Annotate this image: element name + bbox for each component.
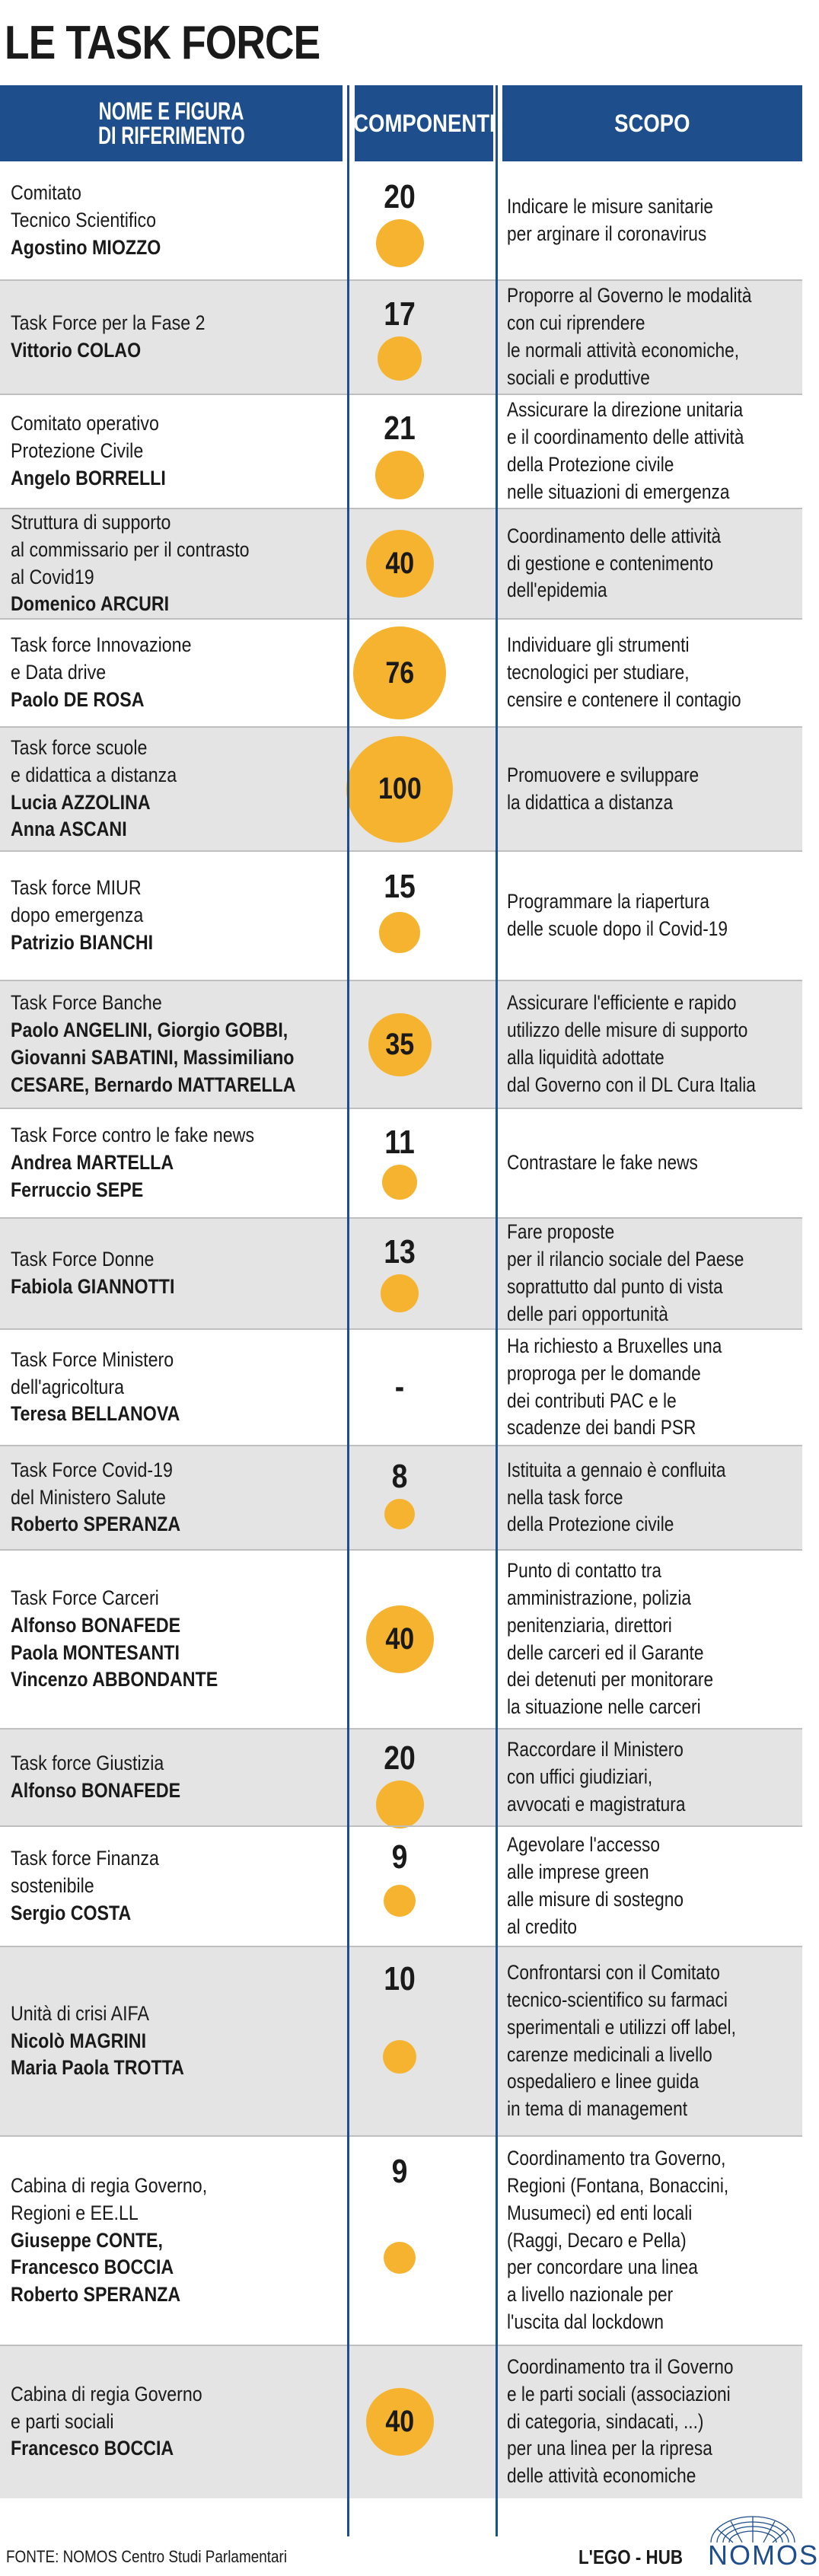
table-row — [0, 851, 802, 980]
task-force-name: Task Force contro le fake news — [11, 1124, 255, 1147]
scope-cell — [507, 394, 799, 509]
page-title: LE TASK FORCE — [5, 17, 320, 69]
task-force-name: dell'agricoltura — [11, 1375, 124, 1398]
scope-text: Regioni (Fontana, Bonaccini, — [507, 2173, 729, 2197]
scope-text: carenze medicinali a livello — [507, 2042, 712, 2066]
scope-text: delle attività economiche — [507, 2464, 696, 2488]
scope-text: Agevolare l'accesso — [507, 1833, 661, 1857]
scope-text: alla liquidità adottate — [507, 1046, 664, 1069]
task-force-name-cell — [11, 1550, 346, 1729]
scope-text: la situazione nelle carceri — [507, 1695, 701, 1719]
component-count: 40 — [385, 2405, 414, 2438]
scope-text: tecnologici per studiare, — [507, 661, 690, 684]
component-count: 20 — [384, 178, 416, 215]
reference-person: Anna ASCANI — [11, 818, 127, 841]
reference-person: Paola MONTESANTI — [11, 1640, 180, 1664]
component-count: - — [394, 1367, 405, 1405]
row-divider — [0, 2135, 802, 2137]
column-divider-1 — [347, 85, 349, 2536]
component-count-bubble — [376, 1781, 424, 1828]
scope-text: nelle situazioni di emergenza — [507, 480, 730, 503]
task-force-name-cell — [11, 1729, 346, 1826]
scope-cell — [507, 1550, 799, 1729]
component-count: 9 — [391, 1838, 408, 1876]
scope-text: Istituita a gennaio è confluita — [507, 1458, 726, 1481]
brand-label: L'EGO - HUB — [578, 2546, 683, 2568]
scope-cell — [507, 280, 799, 394]
reference-person: Maria Paola TROTTA — [11, 2056, 184, 2080]
scope-text: Coordinamento tra Governo, — [507, 2146, 726, 2170]
scope-text: Programmare la riapertura — [507, 890, 709, 913]
component-count: 9 — [391, 2153, 408, 2190]
component-count: 40 — [385, 547, 414, 580]
component-count: 13 — [384, 1233, 416, 1270]
row-divider — [0, 2345, 802, 2346]
scope-text: per concordare una linea — [507, 2256, 698, 2279]
task-force-name-cell — [11, 1108, 346, 1218]
scope-text: soprattutto dal punto di vista — [507, 1275, 723, 1298]
scope-text: Fare proposte — [507, 1220, 615, 1244]
components-cell — [352, 1826, 448, 1946]
components-cell — [352, 161, 448, 280]
components-cell — [352, 1946, 448, 2136]
task-force-name-cell — [11, 280, 346, 394]
task-force-name: e didattica a distanza — [11, 763, 177, 786]
task-force-name-cell — [11, 2345, 346, 2498]
reference-person: Patrizio BIANCHI — [11, 930, 154, 954]
scope-text: e il coordinamento delle attività — [507, 426, 744, 449]
table-row — [0, 1550, 802, 1729]
scope-text: Contrastare le fake news — [507, 1151, 698, 1175]
task-force-name-cell — [11, 2136, 346, 2345]
task-force-name: Regioni e EE.LL — [11, 2201, 139, 2224]
scope-text: scadenze dei bandi PSR — [507, 1416, 696, 1439]
task-force-name: Comitato operativo — [11, 412, 159, 435]
scope-text: delle scuole dopo il Covid-19 — [507, 917, 728, 940]
components-cell — [352, 2345, 448, 2498]
scope-cell — [507, 619, 799, 727]
reference-person: Ferruccio SEPE — [11, 1178, 144, 1201]
component-count-bubble — [353, 626, 446, 719]
scope-text: della Protezione civile — [507, 1513, 674, 1536]
reference-person: Paolo ANGELINI, Giorgio GOBBI, — [11, 1019, 288, 1042]
scope-text: le normali attività economiche, — [507, 339, 740, 362]
table-row — [0, 509, 802, 619]
task-force-name-cell — [11, 1446, 346, 1550]
scope-text: al credito — [507, 1914, 578, 1938]
scope-text: e le parti sociali (associazioni — [507, 2382, 731, 2405]
scope-text: sociali e produttive — [507, 365, 650, 389]
task-force-name: Task Force Carceri — [11, 1586, 159, 1609]
reference-person: Lucia AZZOLINA — [11, 790, 151, 814]
component-count: 8 — [391, 1458, 408, 1495]
scope-cell — [507, 727, 799, 851]
scope-text: dei detenuti per monitorare — [507, 1668, 714, 1691]
header-components: COMPONENTI — [355, 85, 493, 161]
scope-text: alle misure di sostegno — [507, 1888, 684, 1911]
scope-text: con uffici giudiziari, — [507, 1765, 653, 1789]
task-force-name-cell — [11, 980, 346, 1108]
component-count: 10 — [384, 1960, 416, 1997]
scope-text: amministrazione, polizia — [507, 1586, 692, 1609]
task-force-name: Cabina di regia Governo, — [11, 2173, 208, 2197]
row-divider — [0, 1328, 802, 1330]
components-cell — [352, 851, 448, 980]
components-cell — [352, 980, 448, 1108]
component-count-bubble — [384, 1885, 416, 1917]
scope-cell — [507, 1446, 799, 1550]
header-scope: SCOPO — [502, 85, 802, 161]
source-note: FONTE: NOMOS Centro Studi Parlamentari — [6, 2547, 288, 2566]
reference-person: Teresa BELLANOVA — [11, 1402, 180, 1426]
scope-text: Ha richiesto a Bruxelles una — [507, 1334, 722, 1357]
scope-text: a livello nazionale per — [507, 2283, 674, 2307]
task-force-name: al commissario per il contrasto — [11, 537, 250, 561]
task-force-name: Task force Giustizia — [11, 1752, 164, 1775]
task-force-name: Task Force Donne — [11, 1248, 155, 1271]
component-count: 15 — [384, 868, 416, 905]
components-cell — [352, 1550, 448, 1729]
reference-person: Fabiola GIANNOTTI — [11, 1275, 175, 1298]
components-cell — [352, 394, 448, 509]
nomos-logo-text: NOMOS — [708, 2539, 819, 2571]
task-force-name-cell — [11, 509, 346, 619]
task-force-name-cell — [11, 1218, 346, 1329]
table-row — [0, 619, 802, 727]
task-force-name: Cabina di regia Governo — [11, 2382, 202, 2405]
scope-text: per una linea per la ripresa — [507, 2437, 712, 2460]
task-force-name: sostenibile — [11, 1874, 94, 1898]
reference-person: Francesco BOCCIA — [11, 2437, 174, 2460]
scope-text: Assicurare l'efficiente e rapido — [507, 991, 737, 1015]
scope-text: di categoria, sindacati, ...) — [507, 2409, 704, 2433]
reference-person: Agostino MIOZZO — [11, 235, 161, 259]
task-force-name-cell — [11, 1329, 346, 1446]
components-cell — [352, 509, 448, 619]
reference-person: Roberto SPERANZA — [11, 1513, 181, 1536]
task-force-name: Tecnico Scientifico — [11, 209, 157, 232]
table-row — [0, 1446, 802, 1550]
component-count: 76 — [385, 655, 414, 690]
scope-cell — [507, 1108, 799, 1218]
scope-cell — [507, 851, 799, 980]
reference-person: Domenico ARCURI — [11, 592, 170, 616]
components-cell — [352, 619, 448, 727]
component-count-bubble — [375, 451, 424, 499]
task-force-name: e parti sociali — [11, 2409, 114, 2433]
task-force-name: Task Force per la Fase 2 — [11, 311, 206, 335]
task-force-name-cell — [11, 161, 346, 280]
scope-text: Raccordare il Ministero — [507, 1738, 684, 1761]
scope-text: in tema di management — [507, 2097, 688, 2121]
task-force-name: del Ministero Salute — [11, 1485, 166, 1509]
scope-cell — [507, 509, 799, 619]
scope-cell — [507, 980, 799, 1108]
table-row — [0, 394, 802, 509]
component-count-bubble — [378, 336, 422, 381]
scope-cell — [507, 2136, 799, 2345]
component-count-bubble — [376, 219, 424, 267]
row-divider — [0, 1108, 802, 1109]
scope-cell — [507, 1218, 799, 1329]
scope-text: l'uscita dal lockdown — [507, 2310, 664, 2334]
scope-text: della Protezione civile — [507, 453, 674, 476]
scope-text: ospedaliero e linee guida — [507, 2070, 699, 2093]
table-row — [0, 727, 802, 851]
task-force-name: Comitato — [11, 181, 81, 205]
scope-text: alle imprese green — [507, 1860, 649, 1884]
scope-cell — [507, 2345, 799, 2498]
component-count: 40 — [385, 1622, 414, 1656]
row-divider — [0, 1728, 802, 1730]
task-force-name: Protezione Civile — [11, 439, 144, 463]
table-row — [0, 1329, 802, 1446]
row-divider — [0, 850, 802, 852]
reference-person: Alfonso BONAFEDE — [11, 1613, 181, 1637]
task-force-name: dopo emergenza — [11, 904, 144, 927]
task-force-name: Task force scuole — [11, 735, 148, 759]
reference-person: Nicolò MAGRINI — [11, 2029, 147, 2052]
component-count: 21 — [384, 410, 416, 447]
row-divider — [0, 508, 802, 509]
row-divider — [0, 279, 802, 281]
scope-text: per il rilancio sociale del Paese — [507, 1248, 744, 1271]
scope-text: delle carceri ed il Garante — [507, 1640, 704, 1664]
row-divider — [0, 1549, 802, 1551]
reference-person: Paolo DE ROSA — [11, 687, 145, 711]
scope-text: nella task force — [507, 1485, 623, 1509]
scope-text: (Raggi, Decaro e Pella) — [507, 2228, 687, 2252]
component-count-bubble — [368, 1013, 432, 1076]
reference-person: Giuseppe CONTE, — [11, 2228, 163, 2252]
task-force-name: Task force MIUR — [11, 876, 142, 900]
scope-cell — [507, 1729, 799, 1826]
component-count-bubble — [382, 1165, 417, 1200]
components-cell — [352, 1329, 448, 1446]
scope-text: Promuovere e sviluppare — [507, 763, 699, 786]
row-divider — [0, 1217, 802, 1219]
scope-text: con cui riprendere — [507, 311, 645, 335]
reference-person: Vittorio COLAO — [11, 339, 142, 362]
scope-cell — [507, 161, 799, 280]
row-divider — [0, 618, 802, 620]
reference-person: Giovanni SABATINI, Massimiliano — [11, 1046, 295, 1069]
component-count-bubble — [381, 1274, 419, 1312]
scope-cell — [507, 1329, 799, 1446]
reference-person: Angelo BORRELLI — [11, 466, 166, 489]
task-force-name-cell — [11, 619, 346, 727]
table-row — [0, 1826, 802, 1946]
scope-text: per arginare il coronavirus — [507, 222, 707, 245]
scope-text: Coordinamento tra il Governo — [507, 2354, 734, 2378]
components-cell — [352, 280, 448, 394]
reference-person: CESARE, Bernardo MATTARELLA — [11, 1073, 296, 1096]
task-force-name: Task Force Covid-19 — [11, 1458, 173, 1481]
components-cell — [352, 2136, 448, 2345]
component-count-bubble — [346, 736, 453, 843]
task-force-name-cell — [11, 394, 346, 509]
task-force-name: Task force Finanza — [11, 1847, 159, 1870]
row-divider — [0, 1825, 802, 1827]
scope-text: Punto di contatto tra — [507, 1558, 661, 1582]
components-cell — [352, 1218, 448, 1329]
scope-text: penitenziaria, direttori — [507, 1613, 672, 1637]
reference-person: Vincenzo ABBONDANTE — [11, 1668, 218, 1691]
row-divider — [0, 1946, 802, 1947]
scope-text: di gestione e contenimento — [507, 551, 714, 575]
row-divider — [0, 394, 802, 395]
task-force-name: e Data drive — [11, 661, 107, 684]
scope-text: proproga per le domande — [507, 1361, 701, 1385]
table-row — [0, 1946, 802, 2136]
scope-text: sperimentali e utilizzi off label, — [507, 2015, 736, 2039]
table-row — [0, 1108, 802, 1218]
scope-text: dell'epidemia — [507, 579, 607, 602]
component-count-bubble — [366, 1605, 434, 1673]
components-cell — [352, 1729, 448, 1826]
table-row — [0, 1729, 802, 1826]
task-force-name: Struttura di supporto — [11, 510, 171, 534]
reference-person: Andrea MARTELLA — [11, 1151, 174, 1175]
header-name-line-2: DI RIFERIMENTO — [97, 122, 245, 149]
reference-person: Sergio COSTA — [11, 1901, 132, 1924]
component-count: 17 — [384, 295, 416, 333]
task-force-name: Unità di crisi AIFA — [11, 2001, 149, 2025]
table-row — [0, 161, 802, 280]
scope-text: Confrontarsi con il Comitato — [507, 1960, 720, 1984]
task-force-name: Task force Innovazione — [11, 633, 192, 657]
scope-text: Coordinamento delle attività — [507, 524, 722, 547]
scope-text: Individuare gli strumenti — [507, 633, 690, 657]
component-count-bubble — [379, 912, 420, 953]
table-row — [0, 1218, 802, 1329]
scope-text: la didattica a distanza — [507, 790, 674, 814]
row-divider — [0, 1445, 802, 1446]
component-count: 11 — [384, 1124, 415, 1161]
reference-person: Roberto SPERANZA — [11, 2283, 181, 2307]
component-count-bubble — [383, 2040, 416, 2074]
table-row — [0, 2345, 802, 2498]
scope-cell — [507, 1946, 799, 2136]
table-row — [0, 280, 802, 394]
reference-person: Francesco BOCCIA — [11, 2256, 174, 2279]
scope-text: Musumeci) ed enti locali — [507, 2201, 693, 2224]
scope-text: censire e contenere il contagio — [507, 687, 741, 711]
table-row — [0, 980, 802, 1108]
task-force-name: al Covid19 — [11, 565, 94, 588]
component-count: 35 — [385, 1027, 414, 1061]
task-force-name-cell — [11, 727, 346, 851]
reference-person: Alfonso BONAFEDE — [11, 1779, 181, 1802]
column-divider-2 — [496, 85, 498, 2536]
table-row — [0, 2136, 802, 2345]
scope-text: dal Governo con il DL Cura Italia — [507, 1073, 756, 1096]
component-count-bubble — [384, 1499, 415, 1529]
scope-cell — [507, 1826, 799, 1946]
component-count: 100 — [378, 772, 422, 805]
task-force-name-cell — [11, 1946, 346, 2136]
task-force-name: Task Force Banche — [11, 991, 162, 1015]
header-name — [0, 85, 343, 161]
task-force-name-cell — [11, 1826, 346, 1946]
task-force-name: Task Force Ministero — [11, 1347, 174, 1371]
component-count-bubble — [366, 530, 434, 598]
row-divider — [0, 726, 802, 728]
scope-text: dei contributi PAC e le — [507, 1388, 677, 1412]
scope-text: Proporre al Governo le modalità — [507, 284, 752, 308]
scope-text: delle pari opportunità — [507, 1302, 668, 1325]
components-cell — [352, 727, 448, 851]
task-force-name-cell — [11, 851, 346, 980]
scope-text: tecnico-scientifico su farmaci — [507, 1988, 728, 2011]
row-divider — [0, 980, 802, 981]
header-name-line-1: NOME E FIGURA — [98, 97, 244, 125]
scope-text: utilizzo delle misure di supporto — [507, 1019, 748, 1042]
components-cell — [352, 1108, 448, 1218]
scope-text: Indicare le misure sanitarie — [507, 195, 714, 218]
scope-text: avvocati e magistratura — [507, 1792, 686, 1816]
scope-text: Assicurare la direzione unitaria — [507, 398, 744, 422]
component-count: 20 — [384, 1739, 416, 1777]
component-count-bubble — [384, 2242, 416, 2274]
component-count-bubble — [366, 2388, 434, 2456]
components-cell — [352, 1446, 448, 1550]
